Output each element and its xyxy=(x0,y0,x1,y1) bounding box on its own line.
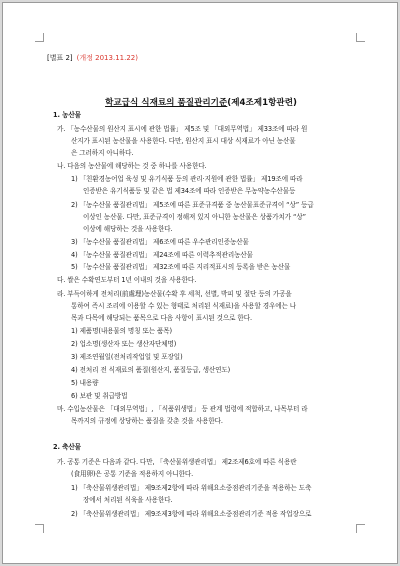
paragraph-line: 가. 「농수산물의 원산지 표시에 관한 법률」 제5조 및 「대외무역법」 제33조에 따라 원 xyxy=(57,125,308,133)
list-line: 3) 「농수산물 품질관리법」 제6조에 따른 우수관리인증농산물 xyxy=(71,238,249,246)
paragraph-line: 라. 부득이하게 전처리(前處理)농산물(수확 후 세척, 선별, 박피 및 절단 등의 가공을 xyxy=(57,290,292,298)
annex-tag xyxy=(47,53,138,63)
paragraph-line: (食用卵)은 공통 기준을 적용하지 아니한다. xyxy=(71,470,194,478)
list-line: 4) 「농수산물 품질관리법」 제24조에 따른 이력추적관리농산물 xyxy=(71,251,253,259)
paragraph-line: 은 그러하지 아니하다. xyxy=(71,149,134,157)
title-suffix: (제4조제1항관련) xyxy=(227,98,297,108)
paragraph-line: 마. 수입농산물은 「대외무역법」, 「식품위생법」 등 관계 법령에 적합하고, 나목부터 라 xyxy=(57,405,308,413)
list-line: 2) 업소명(생산자 또는 생산자단체명) xyxy=(71,340,177,348)
annex-label: [별표 2] xyxy=(47,54,73,62)
list-line: 이상에 해당하는 것을 사용한다. xyxy=(83,225,173,233)
paragraph-line: 목과 다목에 해당되는 품목으로 다음 사항이 표시된 것으로 한다. xyxy=(71,314,252,322)
list-line: 2) 「농수산물 품질관리법」 제5조에 따른 표준규격품 중 농산물표준규격이 “상” 등급 xyxy=(71,201,314,209)
paragraph-line: 가. 공통 기준은 다음과 같다. 다만, 「축산물위생관리법」 제2조제6호에 따른 식용란 xyxy=(57,458,297,466)
paragraph-line: 다. 쌀은 수확연도부터 1년 이내의 것을 사용한다. xyxy=(57,276,197,284)
list-line: 이상인 농산물. 다만, 표준규격이 정해져 있지 아니한 농산물은 상품가치가 “상” xyxy=(83,213,306,221)
list-line: 6) 보관 및 취급방법 xyxy=(71,392,128,400)
title-main: 학교급식 식재료의 품질관리기준 xyxy=(105,98,228,108)
list-line: 4) 전처리 전 식재료의 품질(원산지, 품질등급, 생산연도) xyxy=(71,366,231,374)
paragraph-line: 산지가 표시된 농산물을 사용한다. 다만, 원산지 표시 대상 식재료가 아닌 농산물 xyxy=(71,137,296,145)
list-line: 3) 제조연월일(전처리작업일 및 포장일) xyxy=(71,353,183,361)
crop-mark-top-left xyxy=(35,33,44,42)
crop-mark-bottom-right xyxy=(356,524,365,533)
list-line: 인증받은 유기식품등 및 같은 법 제34조에 따라 인증받은 무농약농수산물등 xyxy=(83,187,296,195)
paragraph-line: 나. 다음의 농산물에 해당하는 것 중 하나를 사용한다. xyxy=(57,162,207,170)
section-heading: 2. 축산물 xyxy=(53,443,81,451)
paragraph-line: 통하여 즉시 조리에 이용할 수 있는 형태로 처리된 식재료)을 사용할 경우에는 나 xyxy=(71,302,297,310)
crop-mark-top-right xyxy=(356,33,365,42)
list-line: 1) 제품명(내용물의 명칭 또는 품목) xyxy=(71,327,173,335)
list-line: 5) 내용량 xyxy=(71,379,99,387)
list-line: 장에서 처리된 식육을 사용한다. xyxy=(83,496,173,504)
list-line: 1) 「축산물위생관리법」 제9조제2항에 따라 위해요소중점관리기준을 적용하는 도축 xyxy=(71,484,312,492)
list-line: 2) 「축산물위생관리법」 제9조제3항에 따라 위해요소중점관리기준 적용 작업장으로 xyxy=(71,510,312,518)
crop-mark-bottom-left xyxy=(35,524,44,533)
list-line: 5) 「농수산물 품질관리법」 제32조에 따른 지리적표시의 등록을 받은 농산물 xyxy=(71,263,291,271)
document-title xyxy=(3,96,398,108)
document-page xyxy=(2,2,398,564)
list-line: 1) 「친환경농어업 육성 및 유기식품 등의 관리·지원에 관한 법률」 제19조에 따라 xyxy=(71,175,303,183)
section-heading: 1. 농산물 xyxy=(53,111,81,119)
paragraph-line: 목까지의 규정에 상당하는 품질을 갖춘 것을 사용한다. xyxy=(71,417,223,425)
revision-note: (개정 2013.11.22) xyxy=(76,54,138,62)
